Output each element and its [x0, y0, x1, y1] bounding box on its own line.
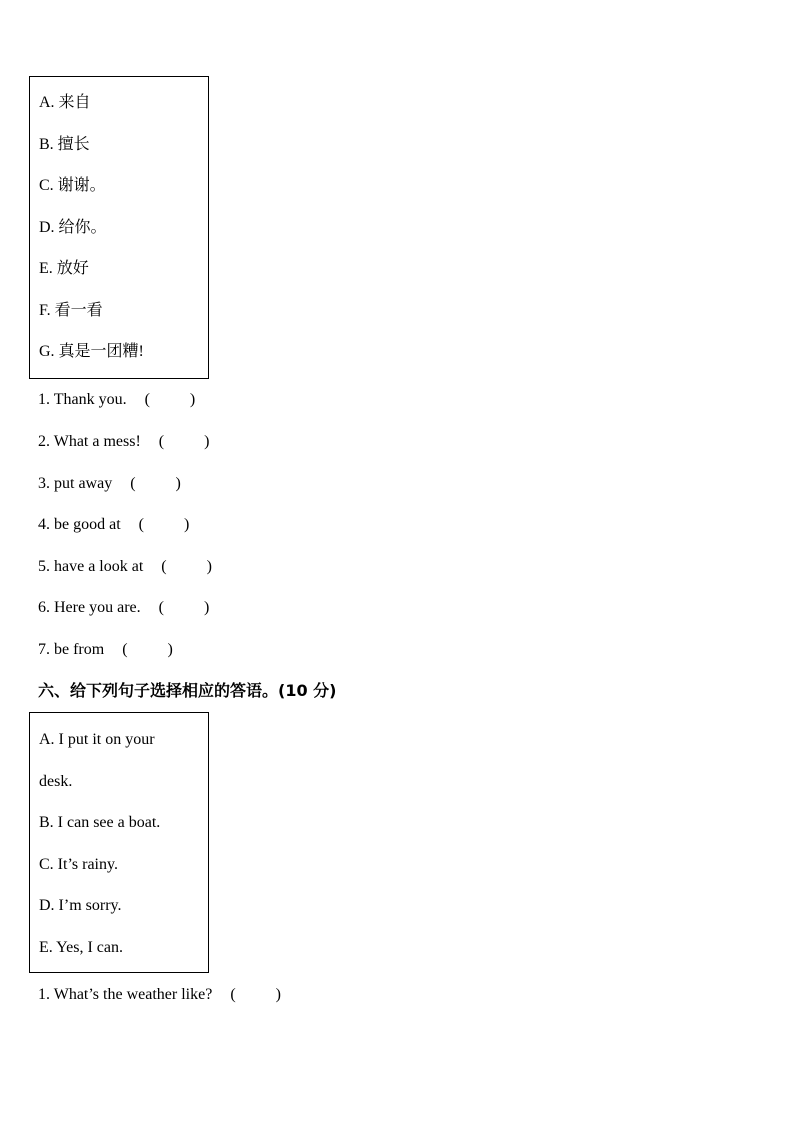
question-5	[38, 557, 212, 577]
answer-blank[interactable]: ( )	[161, 558, 212, 575]
question-text: 6. Here you are.	[38, 599, 141, 616]
question-text: 7. be from	[38, 641, 105, 658]
option-e: E. 放好	[39, 260, 89, 277]
option-d: D. 给你。	[39, 219, 107, 236]
options-box-section5	[29, 76, 209, 379]
answer-blank[interactable]: ( )	[130, 475, 181, 492]
option-e: E. Yes, I can.	[39, 939, 123, 956]
option-f: F. 看一看	[39, 302, 103, 319]
question-1	[38, 985, 281, 1005]
question-text: 1. Thank you.	[38, 391, 127, 408]
question-6	[38, 598, 209, 618]
answer-blank[interactable]: ( )	[144, 391, 196, 408]
question-1	[38, 390, 195, 410]
option-b: B. 擅长	[39, 136, 90, 153]
question-text: 1. What’s the weather like?	[38, 986, 213, 1003]
option-d: D. I’m sorry.	[39, 897, 122, 914]
question-3	[38, 474, 181, 494]
question-text: 2. What a mess!	[38, 433, 141, 450]
option-c: C. 谢谢。	[39, 177, 106, 194]
question-7	[38, 640, 173, 660]
option-b: B. I can see a boat.	[39, 814, 161, 831]
answer-blank[interactable]: ( )	[158, 433, 210, 450]
question-4	[38, 515, 189, 535]
question-text: 5. have a look at	[38, 558, 144, 575]
option-a-continued: desk.	[39, 773, 73, 790]
answer-blank[interactable]: ( )	[138, 516, 190, 533]
option-a: A. 来自	[39, 94, 91, 111]
option-a: A. I put it on your	[39, 731, 155, 748]
answer-blank[interactable]: ( )	[122, 641, 173, 658]
question-2	[38, 432, 209, 452]
section-heading: 六、给下列句子选择相应的答语。(10 分)	[38, 681, 337, 700]
question-text: 4. be good at	[38, 516, 121, 533]
question-text: 3. put away	[38, 475, 113, 492]
options-box-section6	[29, 712, 209, 973]
answer-blank[interactable]: ( )	[158, 599, 210, 616]
option-c: C. It’s rainy.	[39, 856, 118, 873]
option-g: G. 真是一团糟!	[39, 343, 144, 360]
answer-blank[interactable]: ( )	[230, 986, 281, 1003]
